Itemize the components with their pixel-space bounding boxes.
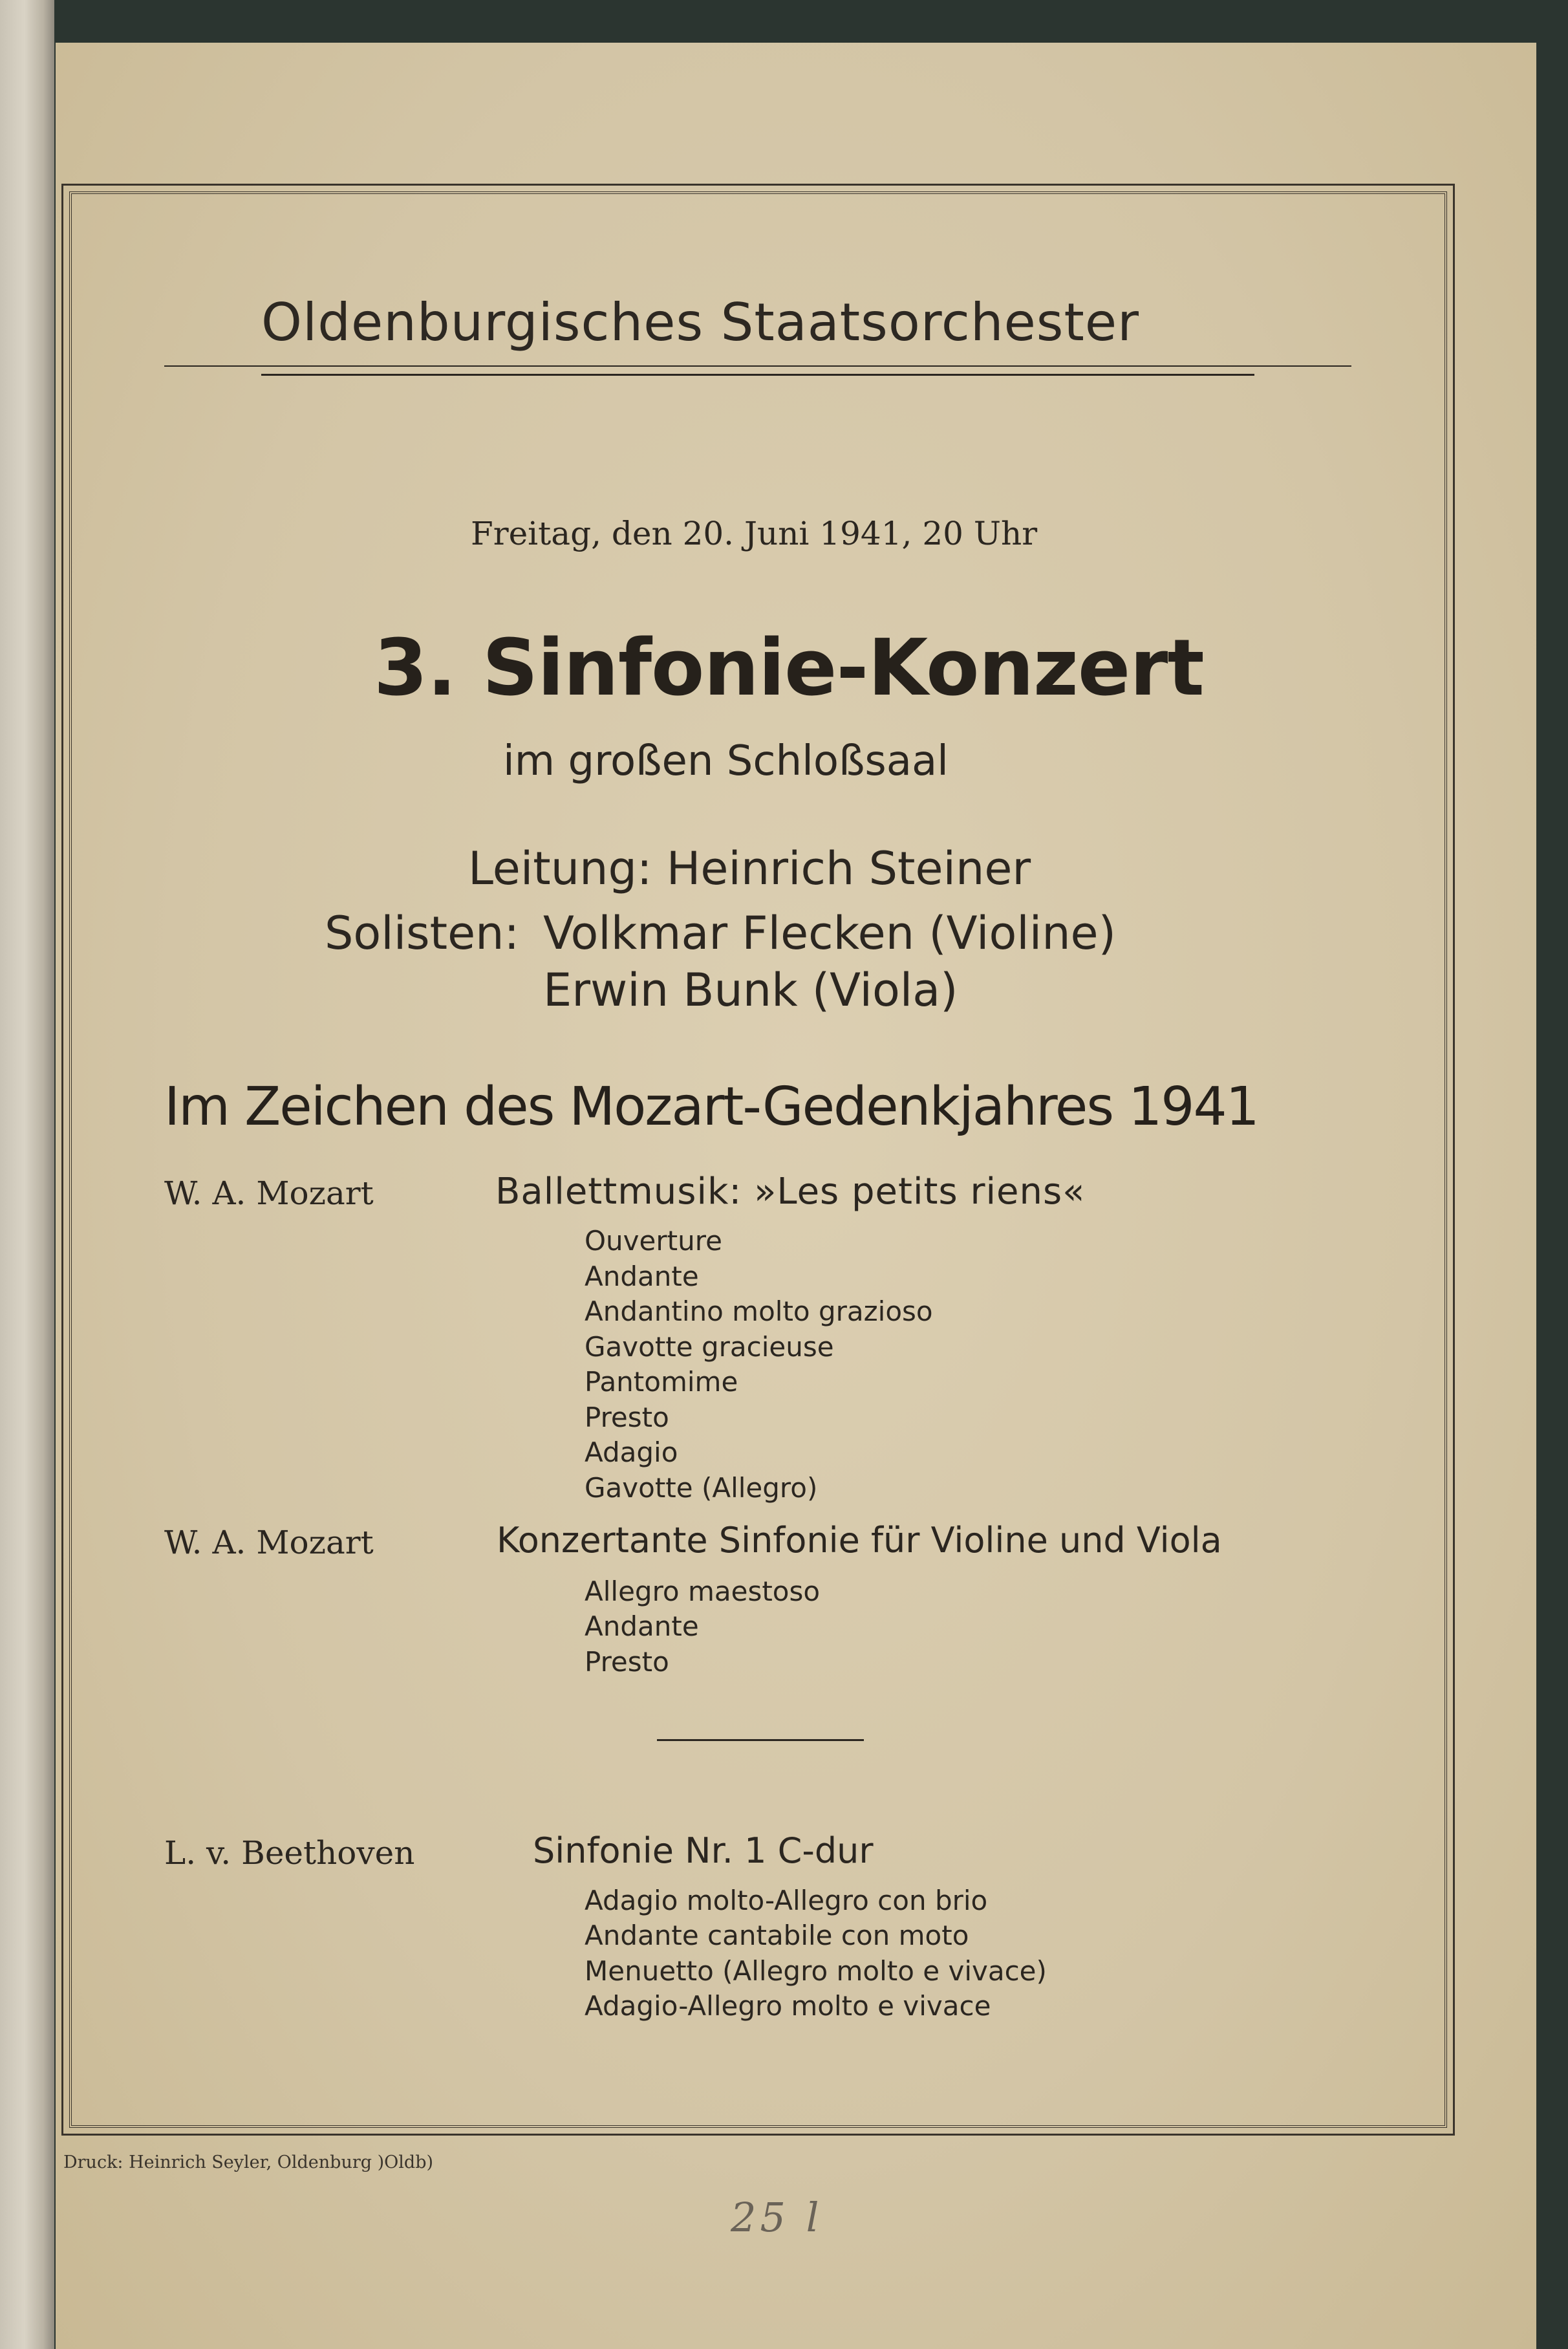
movement: Andantino molto grazioso — [585, 1295, 933, 1327]
soloist-1: Volkmar Flecken (Violine) — [543, 907, 1116, 960]
composer: W. A. Mozart — [164, 1524, 374, 1561]
movement: Adagio molto-Allegro con brio — [585, 1885, 988, 1916]
orchestra-name: Oldenburgisches Staatsorchester — [261, 292, 1139, 352]
movement: Andante — [585, 1610, 699, 1642]
soloist-2: Erwin Bunk (Viola) — [543, 964, 958, 1017]
movement: Pantomime — [585, 1366, 738, 1398]
soloists-label: Solisten: — [325, 907, 520, 960]
movement: Allegro maestoso — [585, 1575, 821, 1607]
concert-title: 3. Sinfonie-Konzert — [374, 623, 1204, 713]
venue: im großen Schloßsaal — [503, 737, 949, 785]
motto: Im Zeichen des Mozart-Gedenkjahres 1941 — [164, 1076, 1258, 1138]
movement: Andante — [585, 1261, 699, 1292]
composer: W. A. Mozart — [164, 1174, 374, 1212]
header-rule-thin — [164, 365, 1351, 367]
movement: Gavotte (Allegro) — [585, 1472, 818, 1504]
composer: L. v. Beethoven — [164, 1834, 415, 1872]
movement: Ouverture — [585, 1225, 722, 1257]
handwritten-note: 25 l — [731, 2194, 823, 2241]
movement: Adagio — [585, 1436, 678, 1468]
movement: Adagio-Allegro molto e vivace — [585, 1990, 991, 2022]
work-title: Ballettmusik: »Les petits riens« — [495, 1171, 1086, 1213]
work-title: Konzertante Sinfonie für Violine und Viola — [497, 1520, 1222, 1561]
movement: Gavotte gracieuse — [585, 1331, 834, 1363]
section-divider — [657, 1739, 864, 1741]
binding-edge — [0, 0, 54, 2349]
movement: Andante cantabile con moto — [585, 1920, 969, 1951]
work-title: Sinfonie Nr. 1 C-dur — [533, 1830, 874, 1871]
date-line: Freitag, den 20. Juni 1941, 20 Uhr — [471, 515, 1038, 552]
movement: Presto — [585, 1646, 669, 1678]
movement: Presto — [585, 1402, 669, 1433]
movement: Menuetto (Allegro molto e vivace) — [585, 1955, 1047, 1987]
header-rule-thick — [261, 374, 1254, 376]
conductor: Leitung: Heinrich Steiner — [468, 842, 1031, 895]
printer-imprint: Druck: Heinrich Seyler, Oldenburg )Oldb) — [63, 2152, 434, 2172]
